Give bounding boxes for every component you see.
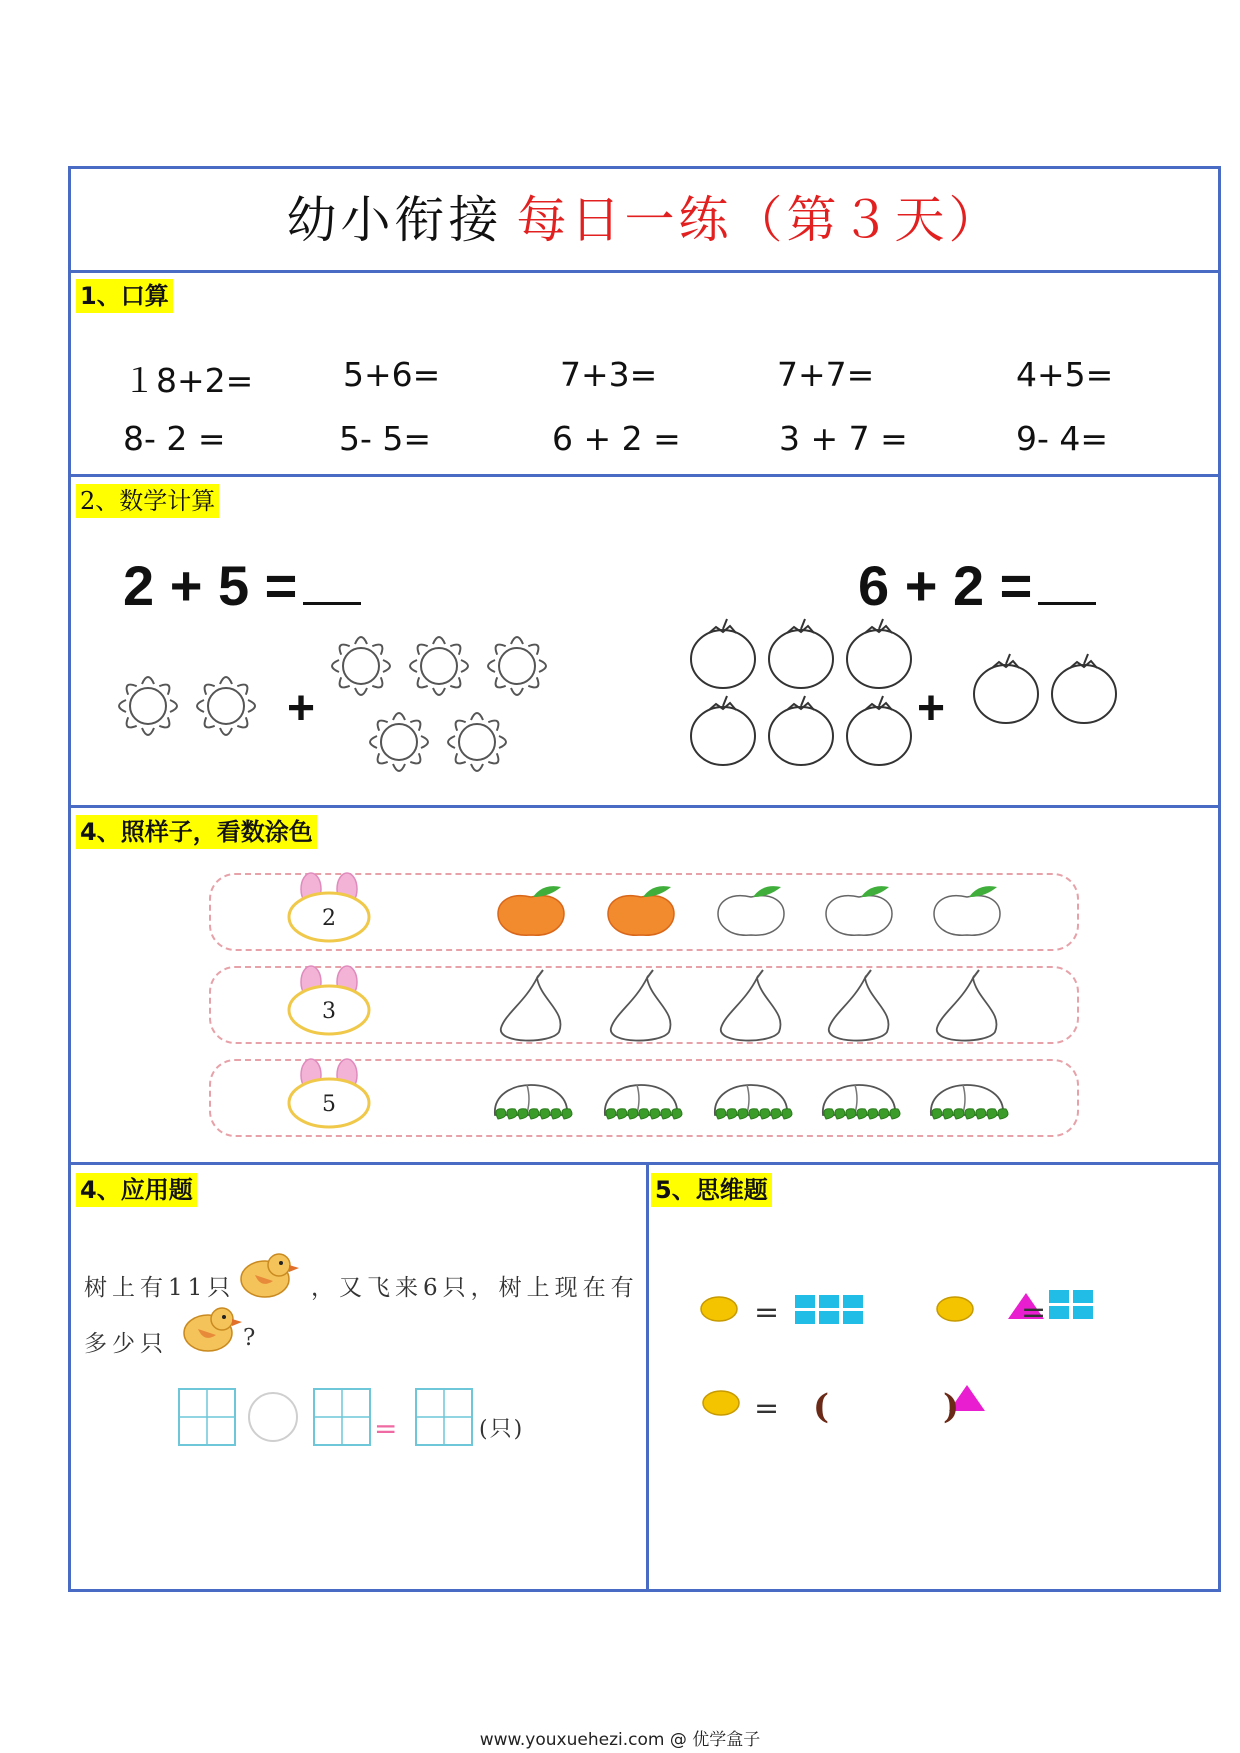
right-equation-text: 6 + 2 = — [858, 554, 1033, 617]
story-line-2: 多少只 — [84, 1331, 168, 1357]
blue-square-icon — [795, 1295, 815, 1308]
section3-tag: 4、照样子，看数涂色 — [76, 815, 317, 849]
left-equation-text: 2 + 5 = — [123, 554, 298, 617]
section5-tag: 5、思维题 — [651, 1173, 772, 1207]
tomato-icon — [847, 696, 911, 765]
tomato-group — [71, 624, 1221, 824]
peach-icon — [715, 1085, 792, 1119]
blue-square-icon — [1073, 1306, 1093, 1319]
blue-square-icon — [843, 1311, 863, 1324]
answer-boxes — [71, 1369, 646, 1449]
plus-sign: + — [917, 682, 946, 735]
pear-icon — [829, 970, 889, 1041]
left-equation — [123, 553, 361, 618]
peach-icon — [823, 1085, 900, 1119]
row-number: 2 — [322, 906, 336, 931]
title-part2: 每日一练（第３天） — [516, 191, 1003, 249]
peach-icon — [931, 1085, 1008, 1119]
mental-math-item: 3 + 7 = — [779, 419, 908, 458]
paren-close: ) — [943, 1387, 965, 1427]
title-part1: 幼小衔接 — [286, 191, 503, 249]
peach-icon — [495, 1085, 572, 1119]
bunny-number-icon — [289, 966, 369, 1034]
mental-math-item: 8- 2 = — [123, 419, 226, 458]
equals-sign: = — [374, 1412, 398, 1445]
divider — [71, 1162, 1218, 1165]
pear-icon — [937, 970, 997, 1041]
pear-icon — [501, 970, 561, 1041]
story-line-1a: 树上有11只 — [84, 1275, 236, 1301]
apple-icon — [718, 886, 784, 935]
blue-square-icon — [1049, 1306, 1069, 1319]
tomato-icon — [847, 619, 911, 688]
footer: www.youxuehezi.com @ 优学盒子 — [479, 1730, 761, 1750]
divider — [71, 474, 1218, 477]
divider — [71, 270, 1218, 273]
blue-square-icon — [819, 1311, 839, 1324]
answer-blank[interactable] — [303, 558, 361, 605]
right-equation — [858, 553, 1096, 618]
mental-math-item: 9- 4= — [1016, 419, 1109, 458]
row-number: 3 — [322, 999, 336, 1024]
apple-icon — [934, 886, 1000, 935]
bird-icon — [184, 1308, 242, 1351]
section4-tag: 4、应用题 — [76, 1173, 197, 1207]
worksheet — [68, 166, 1221, 1592]
tomato-icon — [1052, 654, 1116, 723]
question-mark: ? — [243, 1325, 261, 1351]
logic-puzzle — [649, 1259, 1224, 1479]
blue-square-icon — [843, 1295, 863, 1308]
page-title — [71, 169, 1218, 271]
yellow-circle-icon — [937, 1297, 973, 1321]
coloring-area — [71, 869, 1221, 1169]
tomato-icon — [691, 696, 755, 765]
blue-square-icon — [819, 1295, 839, 1308]
row-number: 5 — [322, 1092, 336, 1117]
mental-math-item: 7+7= — [777, 355, 875, 394]
answer-grid-box — [416, 1389, 472, 1445]
mental-math-item: 5+6= — [343, 355, 441, 394]
apple-icon — [608, 886, 674, 935]
answer-grid-box — [314, 1389, 370, 1445]
apple-icon — [498, 886, 564, 935]
mental-math-item: 4+5= — [1016, 355, 1114, 394]
bird-icon — [241, 1254, 299, 1297]
paren-open: ( — [813, 1387, 835, 1427]
equals-sign: = — [1021, 1295, 1052, 1330]
blue-square-icon — [1049, 1290, 1069, 1303]
yellow-circle-icon — [701, 1297, 737, 1321]
mental-math-item: 6 + 2 = — [552, 419, 681, 458]
bunny-number-icon — [289, 873, 369, 941]
answer-blank[interactable] — [1038, 558, 1096, 605]
equals-sign: = — [754, 1295, 785, 1330]
mental-math-item: 5- 5= — [339, 419, 432, 458]
peach-icon — [605, 1085, 682, 1119]
tomato-icon — [974, 654, 1038, 723]
divider — [71, 805, 1218, 808]
pear-icon — [721, 970, 781, 1041]
bunny-number-icon — [289, 1059, 369, 1127]
tomato-icon — [769, 619, 833, 688]
blue-square-icon — [1073, 1290, 1093, 1303]
tomato-icon — [769, 696, 833, 765]
section1-tag: 1、口算 — [76, 279, 173, 313]
mental-math-item: １8+2= — [123, 361, 254, 400]
section2-tag: 2、数学计算 — [76, 484, 219, 518]
pear-icon — [611, 970, 671, 1041]
blue-square-icon — [795, 1311, 815, 1324]
plus-sign: + — [287, 682, 316, 735]
yellow-circle-icon — [703, 1391, 739, 1415]
tomato-icon — [691, 619, 755, 688]
story-line-1b: ，又飞来6只，树上现在有 — [311, 1275, 639, 1301]
mental-math-item: 7+3= — [560, 355, 658, 394]
operator-circle — [249, 1393, 297, 1441]
answer-grid-box — [179, 1389, 235, 1445]
equals-sign: = — [754, 1391, 785, 1426]
unit-label: (只) — [479, 1417, 525, 1442]
apple-icon — [826, 886, 892, 935]
